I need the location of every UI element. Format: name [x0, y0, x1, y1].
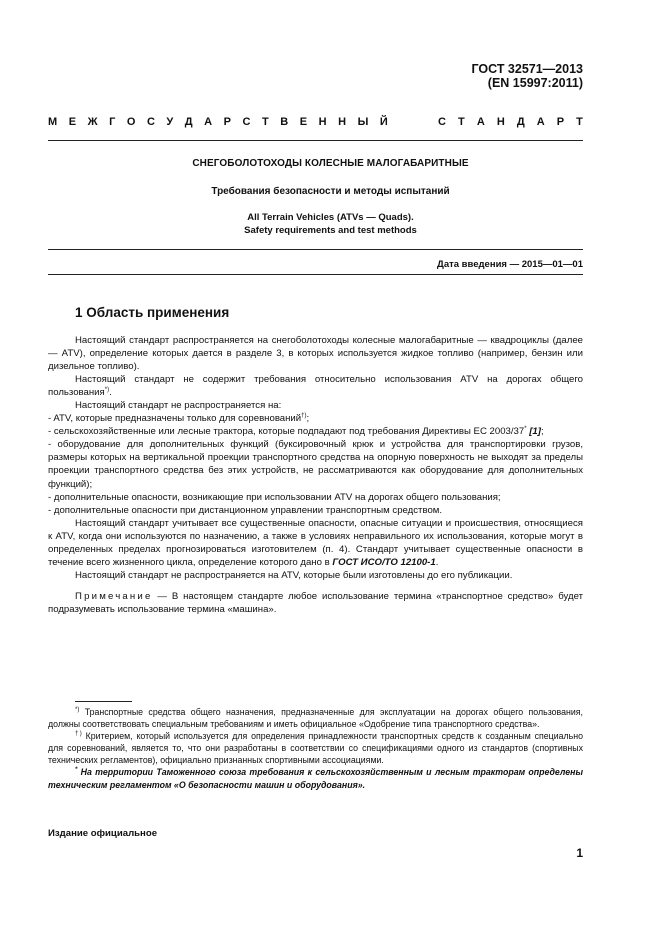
footnote-2 — [48, 730, 583, 766]
english-title-line2: Safety requirements and test methods — [244, 225, 417, 236]
paragraph-public-roads — [48, 373, 583, 399]
footnote-mark: * — [524, 426, 527, 433]
banner-letter: Н — [338, 116, 347, 128]
document-title: СНЕГОБОЛОТОХОДЫ КОЛЕСНЫЕ МАЛОГАБАРИТНЫЕ — [192, 158, 469, 169]
footnote-mark: *) — [75, 707, 80, 713]
standard-number: ГОСТ 32571—2013 — [471, 62, 583, 76]
paragraph-text: Настоящий стандарт учитывает все существенные опасности, опасные ситуации и происшествия, относящиеся к ATV, когда они используются по назначению, а также в условиях неправильного их использования, которые могут в определенных пределах прогнозироваться изготовителем (п. 4). Стандарт учитывает существенные опасности в течение всего жизненного цикла, определение которого дано в — [48, 517, 583, 568]
banner-letter: Р — [556, 116, 565, 128]
top-divider — [48, 140, 583, 141]
footnotes — [48, 706, 583, 791]
footnote-mark: * — [75, 767, 78, 774]
punctuation: . — [109, 387, 112, 399]
banner-letter: Т — [262, 116, 269, 128]
footnote-text: Транспортные средства общего назначения, предназначенные для эксплуатации на дорогах общего пользования, должны соответствовать специальным требованиям и иметь официальное «Одобрение типа транспортного средства». — [48, 707, 583, 730]
en-reference: (EN 15997:2011) — [487, 76, 583, 90]
banner-letter: Т — [576, 116, 583, 128]
banner-letter: С — [146, 116, 155, 128]
standard-reference[interactable]: ГОСТ ИСО/ТО 12100-1 — [332, 556, 436, 568]
banner-letter: Ы — [357, 116, 369, 128]
banner-letter: М — [48, 116, 58, 128]
edition-label: Издание официальное — [48, 828, 158, 839]
section-body — [48, 334, 583, 616]
reference-link[interactable]: [1] — [529, 426, 541, 438]
list-item-public-roads: - дополнительные опасности, возникающие при использовании ATV на дорогах общего пользования; — [48, 491, 501, 503]
footnote-mark: †) — [75, 731, 82, 738]
banner-letter: С — [242, 116, 251, 128]
footnote-divider — [75, 701, 132, 702]
banner-word-standard — [438, 116, 583, 128]
footnote-mark: *) — [104, 387, 110, 394]
footnote-text: Критерием, который используется для определения принадлежности транспортных средств к созданным специально для соревнований, является то, что они разработаны в соответствии со спецификациями одного из стандартов (спортивных технических регламентов), официально признанных спортивными ассоциациями. — [48, 731, 583, 766]
paragraph-text: Настоящий стандарт не содержит требования относительно использования ATV на дорогах общего пользования — [48, 374, 583, 399]
footnote-3 — [48, 766, 583, 790]
banner-letter: В — [280, 116, 289, 128]
paragraph-publication: Настоящий стандарт не распространяется на ATV, которые были изготовлены до его публикации. — [75, 569, 513, 581]
banner-letter: А — [476, 116, 485, 128]
paragraph-hazards — [48, 517, 583, 569]
footnote-1 — [48, 706, 583, 730]
banner-word-interstate — [48, 116, 388, 128]
banner-letter: Г — [109, 116, 116, 128]
banner-letter: Н — [496, 116, 505, 128]
banner-letter: Д — [516, 116, 525, 128]
punctuation: ; — [540, 426, 544, 438]
list-item-remote-control: - дополнительные опасности при дистанционном управлении транспортным средством. — [48, 504, 443, 516]
note-label: Примечание — [75, 590, 153, 602]
introduction-date: Дата введения — 2015—01—01 — [437, 259, 583, 270]
list-item-text: - ATV, которые предназначены только для соревнований — [48, 413, 302, 425]
banner-letter: О — [126, 116, 136, 128]
punctuation: . — [435, 556, 439, 568]
list-item-tractors — [48, 425, 583, 438]
title-divider — [48, 249, 583, 250]
list-item-equipment: - оборудование для дополнительных функций (буксировочный крюк и устройства для транспортировки грузов, размеры которых на вертикальной проекции транспортного средства на опорную поверхность не выходят за пределы проекции транспортного средства без этих устройств, не рассматриваются как оборудование для дополнительных функций); — [48, 439, 583, 490]
document-subtitle: Требования безопасности и методы испытаний — [211, 186, 450, 197]
footnote-text: На территории Таможенного союза требования к сельскохозяйственным и лесным тракторам определены техническим регламентом «О безопасности машин и оборудования». — [48, 767, 583, 790]
note — [48, 590, 583, 616]
english-title-line1: All Terrain Vehicles (ATVs — Quads). — [247, 212, 414, 223]
banner-letter: А — [204, 116, 213, 128]
list-item-competition — [48, 412, 583, 425]
english-title — [0, 211, 661, 237]
banner-letter: Ж — [87, 116, 98, 128]
paragraph-exclusions-intro: Настоящий стандарт не распространяется на: — [75, 400, 282, 412]
banner-letter: Т — [458, 116, 465, 128]
note-text: — В настоящем стандарте любое использование термина «транспортное средство» будет подразумевать использование термина «машина». — [48, 590, 583, 615]
date-divider — [48, 274, 583, 275]
standard-banner — [48, 116, 583, 128]
footnote-mark: †) — [301, 413, 307, 420]
punctuation: ; — [306, 413, 310, 425]
banner-letter: Й — [379, 116, 388, 128]
paragraph-scope: Настоящий стандарт распространяется на снегоболотоходы колесные малогабаритные — квадроциклы (далее — ATV), определение которых дается в разделе 3, в которых используется жидкое топливо (например, бензин или дизельное топливо). — [48, 335, 583, 373]
banner-letter: А — [536, 116, 545, 128]
page-number: 1 — [576, 846, 583, 860]
list-item-text: - сельскохозяйственные или лесные трактора, которые подпадают под требования Директивы ЕС 2003/37 — [48, 426, 525, 438]
banner-letter: Д — [184, 116, 193, 128]
banner-letter: Р — [223, 116, 231, 128]
banner-letter: Н — [318, 116, 327, 128]
section-heading: 1 Область применения — [75, 305, 230, 320]
banner-letter: У — [166, 116, 174, 128]
banner-letter: Е — [68, 116, 77, 128]
banner-letter: Е — [299, 116, 308, 128]
document-id — [471, 62, 583, 90]
banner-letter: С — [438, 116, 446, 128]
